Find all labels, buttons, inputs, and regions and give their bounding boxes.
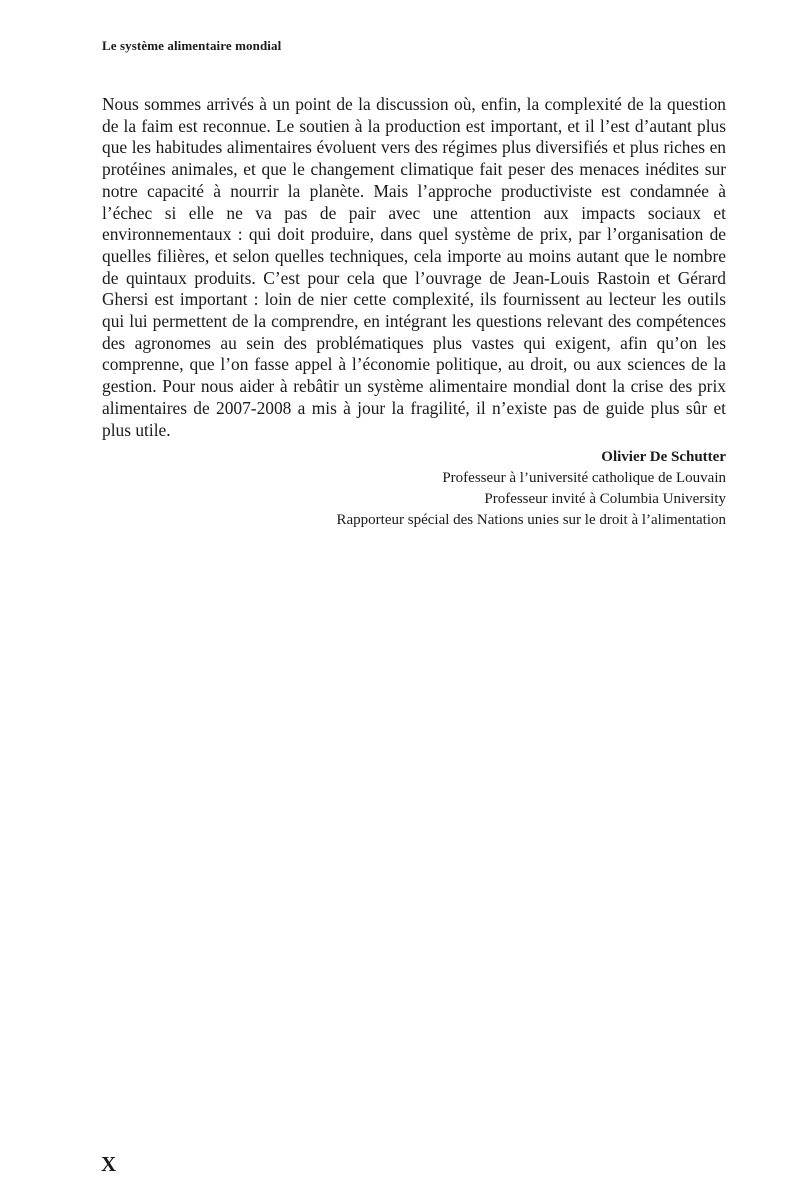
running-head: Le système alimentaire mondial <box>102 38 282 53</box>
signature-author: Olivier De Schutter <box>601 449 726 466</box>
signature-title-1: Professeur à l’université catholique de Louvain <box>442 470 726 487</box>
signature-title-2: Professeur invité à Columbia University <box>484 490 726 507</box>
signature-title-3: Rapporteur spécial des Nations unies sur le droit à l’alimentation <box>336 511 726 528</box>
page-number: X <box>101 1152 117 1176</box>
signature-block <box>102 447 726 530</box>
paragraph: Nous sommes arrivés à un point de la discussion où, enfin, la complexité de la question de la faim est reconnue. Le soutien à la production est important, et il l’est d’autant plus que les habitudes alimentaires évoluent vers des régimes plus diversifiés et plus riches en protéines animales, et que le changement climatique fait peser des menaces inédites sur notre capacité à nourrir la planète. Mais l’approche productiviste est condamnée à l’échec si elle ne va pas de pair avec une attention aux impacts sociaux et environnementaux : qui doit produire, dans quel système de prix, par l’organisation de quelles filières, et selon quelles techniques, cela importe au moins autant que le nombre de quintaux produits. C’est pour cela que l’ouvrage de Jean-Louis Rastoin et Gérard Ghersi est important : loin de nier cette complexité, ils fournissent au lecteur les outils qui lui permettent de la comprendre, en intégrant les questions relevant des compétences des agronomes au sein des problématiques plus vastes qui exigent, afin qu’on les comprenne, que l’on fasse appel à l’économie politique, au droit, ou aux sciences de la gestion. Pour nous aider à rebâtir un système alimentaire mondial dont la crise des prix alimentaires de 2007-2008 a mis à jour la fragilité, il n’existe pas de guide plus sûr et plus utile. <box>102 94 726 440</box>
main-text <box>102 94 726 530</box>
